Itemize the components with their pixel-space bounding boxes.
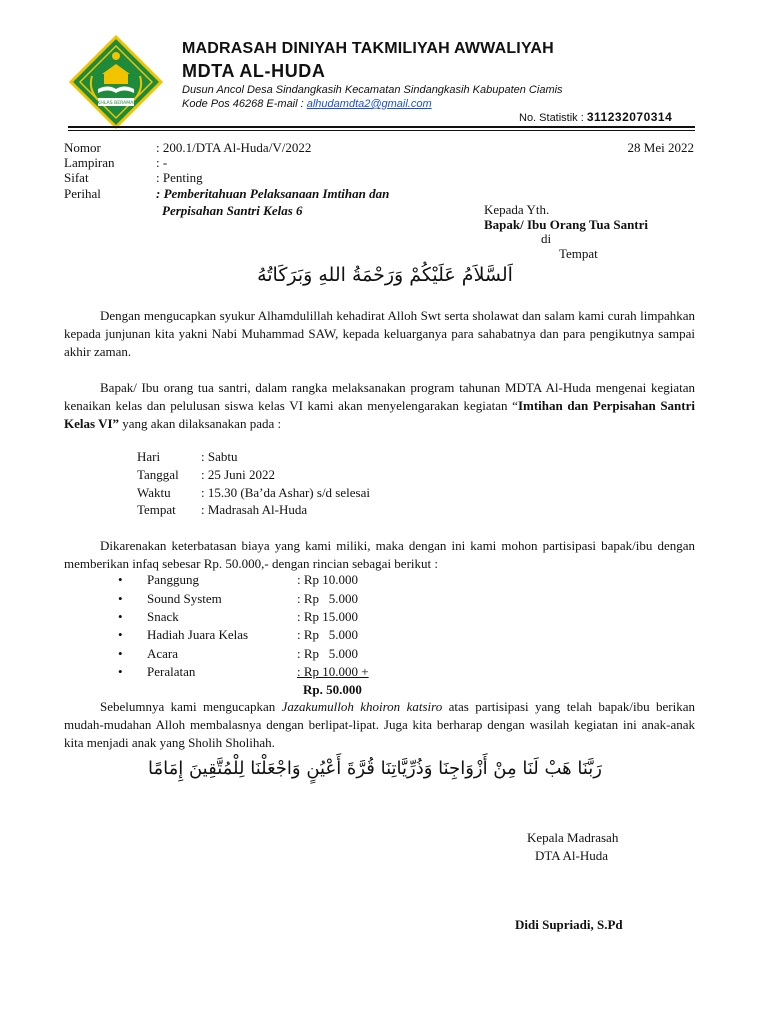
statistic-label: No. Statistik : <box>519 112 587 124</box>
nomor-label: Nomor <box>64 140 101 155</box>
rincian-item-label: Peralatan <box>147 664 196 679</box>
tanggal-value: : 25 Juni 2022 <box>201 467 276 482</box>
recipient-di: di <box>541 231 552 246</box>
rincian-item-value: : Rp 5.000 <box>297 646 359 661</box>
paragraph-program-text: Bapak/ Ibu orang tua santri, dalam rangka melaksanakan program tahunan MDTA Al-Huda mengenai kegiatan kenaikan kelas dan pelulusan siswa kelas VI kami akan menyelengarakan kegiatan “ <box>64 380 695 413</box>
logo-motto: IKHLAS BERAMAL <box>96 101 136 106</box>
tempat-value: : Madrasah Al-Huda <box>201 502 308 517</box>
statistic-number <box>519 110 672 124</box>
perihal-label: Perihal <box>64 186 101 201</box>
paragraph-program-tail: yang akan dilaksanakan pada : <box>119 416 282 431</box>
rincian-item-label: Hadiah Juara Kelas <box>147 627 249 642</box>
sifat-value: : Penting <box>156 170 203 185</box>
tanggal-label: Tanggal <box>137 467 179 482</box>
recipient-name: Bapak/ Ibu Orang Tua Santri <box>484 217 649 232</box>
paragraph-opening: Dengan mengucapkan syukur Alhamdulillah kehadirat Alloh Swt serta sholawat dan salam kami curah limpahkan kepada junjunan kita yakni Nabi Muhammad SAW, kepada keluarganya para sahabatnya dan para pengikutnya sampai akhir zaman. <box>64 308 695 359</box>
signature-title: Kepala Madrasah <box>527 830 619 845</box>
recipient-greeting: Kepada Yth. <box>484 202 550 217</box>
waktu-label: Waktu <box>137 485 171 500</box>
perihal-line1: : Pemberitahuan Pelaksanaan Imtihan dan <box>156 186 390 201</box>
hari-label: Hari <box>137 449 161 464</box>
postal-email-line <box>182 98 432 110</box>
hari-value: : Sabtu <box>201 449 238 464</box>
rincian-item-label: Panggung <box>147 572 199 587</box>
closing-text: Sebelumnya kami mengucapkan <box>100 699 282 714</box>
nomor-value: : 200.1/DTA Al-Huda/V/2022 <box>156 140 312 155</box>
school-address: Dusun Ancol Desa Sindangkasih Kecamatan Sindangkasih Kabupaten Ciamis <box>182 84 563 96</box>
recipient-place: Tempat <box>559 246 598 261</box>
paragraph-closing <box>64 698 695 752</box>
rincian-item-label: Snack <box>147 609 179 624</box>
rincian-item-label: Acara <box>147 646 179 661</box>
rincian-item-value: : Rp 10.000 + <box>297 664 369 679</box>
rincian-item-value: : Rp 15.000 <box>297 609 359 624</box>
closing-italic-phrase: Jazakumulloh khoiron katsiro <box>281 699 443 714</box>
tempat-label: Tempat <box>137 502 176 517</box>
signature-org: DTA Al-Huda <box>535 848 608 863</box>
paragraph-program <box>64 379 695 433</box>
lampiran-label: Lampiran <box>64 155 115 170</box>
bullet-dot: • <box>118 572 123 587</box>
rincian-item-value: : Rp 10.000 <box>297 572 359 587</box>
header-rule-thin <box>68 130 695 131</box>
bullet-dot: • <box>118 664 123 679</box>
lampiran-value: : - <box>156 155 168 170</box>
closing-text-tail: atas partisipasi yang telah bapak/ibu berikan mudah-mudahan Alloh membalasnya dengan berlipat-lipat. Juga kita berharap dengan wasilah kegiatan ini anak-anak kita menjadi anak yang Sholih Sholihah. <box>64 699 695 750</box>
bullet-dot: • <box>118 646 123 661</box>
signature-name: Didi Supriadi, S.Pd <box>515 917 623 932</box>
statistic-value: 311232070314 <box>586 110 673 124</box>
bullet-dot: • <box>118 591 123 606</box>
bullet-dot: • <box>118 609 123 624</box>
school-name: MDTA AL-HUDA <box>182 61 326 81</box>
rincian-item-value: : Rp 5.000 <box>297 627 359 642</box>
postal-code-label: Kode Pos 46268 E-mail : <box>182 98 307 110</box>
letter-date: 28 Mei 2022 <box>627 140 694 155</box>
email-link[interactable]: alhudamdta2@gmail.com <box>306 98 432 110</box>
header-rule-thick <box>68 126 695 128</box>
rincian-total: Rp. 50.000 <box>303 682 362 697</box>
perihal-line2: Perpisahan Santri Kelas 6 <box>162 203 303 218</box>
sifat-label: Sifat <box>64 170 89 185</box>
kemenag-logo <box>68 34 164 130</box>
paragraph-infaq: Dikarenakan keterbatasan biaya yang kami miliki, maka dengan ini kami mohon partisipasi bapak/ibu dengan memberikan infaq sebesar Rp. 50.000,- dengan rincian sebagai berikut : <box>64 538 695 571</box>
doa-arabic: رَبَّنَا هَبْ لَنَا مِنْ أَزْوَاجِنَا وَذُرِّيَّاتِنَا قُرَّةَ أَعْيُنٍ وَاجْعَلْنَا لِلْمُتَّقِينَ إِمَامًا <box>148 758 602 779</box>
salam-arabic: اَلسَّلاَمُ عَلَيْكُمْ وَرَحْمَةُ اللهِ وَبَرَكَاتُهُ <box>257 264 513 286</box>
waktu-value: : 15.30 (Ba’da Ashar) s/d selesai <box>201 485 370 500</box>
rincian-item-label: Sound System <box>147 591 222 606</box>
event-title: Imtihan dan Perpisahan Santri Kelas VI” <box>64 398 696 431</box>
bullet-dot: • <box>118 627 123 642</box>
rincian-item-value: : Rp 5.000 <box>297 591 359 606</box>
institution-name: MADRASAH DINIYAH TAKMILIYAH AWWALIYAH <box>182 40 554 57</box>
